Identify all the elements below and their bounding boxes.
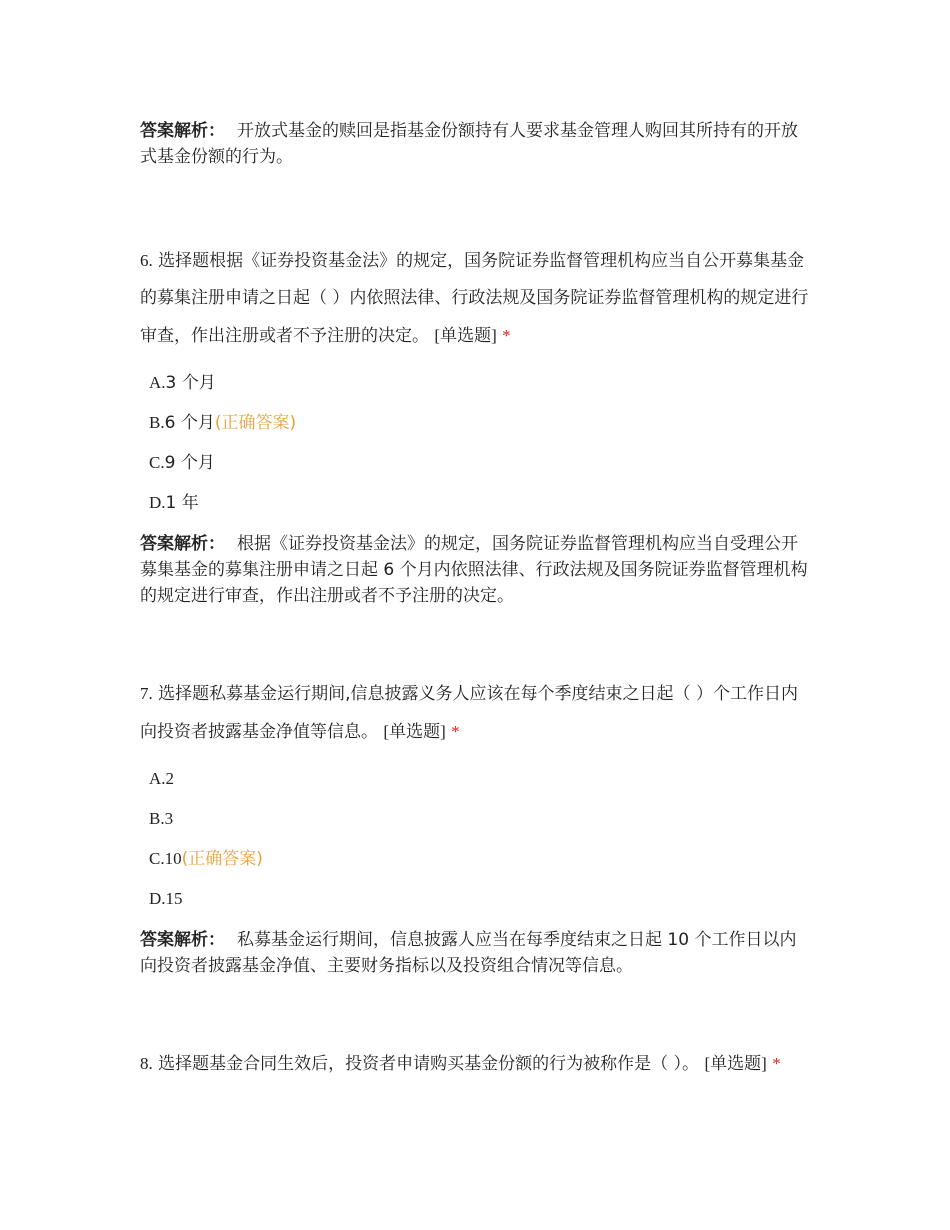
correct-answer-marker: (正确答案) (214, 413, 297, 433)
option-text: 10 (164, 849, 182, 868)
question-type-tag: [单选题] (383, 722, 446, 741)
option-c[interactable] (149, 839, 812, 879)
option-text: 9 个月 (164, 453, 215, 473)
required-marker: * (451, 722, 460, 741)
option-d[interactable] (149, 879, 812, 919)
question-8 (140, 1045, 812, 1083)
answer-analysis (140, 927, 812, 979)
option-letter: D. (149, 493, 166, 512)
option-text: 1 年 (165, 493, 199, 513)
option-text: 3 个月 (165, 373, 216, 393)
correct-answer-marker: (正确答案) (181, 849, 263, 869)
question-stem: 选择题基金合同生效后，投资者申请购买基金份额的行为被称作是（ ）。 (158, 1054, 700, 1074)
option-letter: C. (149, 849, 165, 868)
option-a[interactable] (149, 759, 812, 799)
question-list (140, 118, 812, 1083)
analysis-text: 根据《证券投资基金法》的规定，国务院证券监督管理机构应当自受理公开募集基金的募集注册申请之日起 6 个月内依照法律、行政法规及国务院证券监督管理机构的规定进行审查，作出注册或者不予注册的决定。 (140, 534, 808, 606)
question-6 (140, 242, 812, 609)
option-list (149, 363, 812, 523)
option-text: 15 (165, 889, 183, 908)
question-text (140, 242, 812, 355)
required-marker: * (772, 1054, 781, 1073)
option-text: 3 (164, 809, 174, 828)
option-letter: A. (149, 373, 166, 392)
option-a[interactable] (149, 363, 812, 403)
question-number: 7. (140, 684, 153, 703)
option-text: 2 (165, 769, 175, 788)
option-d[interactable] (149, 483, 812, 523)
option-letter: B. (149, 413, 165, 432)
question-7 (140, 675, 812, 979)
analysis-label: 答案解析： (140, 930, 225, 950)
option-letter: C. (149, 453, 165, 472)
option-list (149, 759, 812, 919)
option-b[interactable] (149, 403, 812, 443)
analysis-text: 私募基金运行期间，信息披露人应当在每季度结束之日起 10 个工作日以内向投资者披露基金净值、主要财务指标以及投资组合情况等信息。 (140, 930, 797, 976)
question-type-tag: [单选题] (434, 326, 497, 345)
question-number: 6. (140, 251, 153, 270)
answer-analysis (140, 118, 812, 170)
question-stem: 选择题私募基金运行期间,信息披露义务人应该在每个季度结束之日起（ ）个工作日内向投资者披露基金净值等信息。 (140, 684, 798, 742)
option-c[interactable] (149, 443, 812, 483)
required-marker: * (502, 326, 511, 345)
answer-analysis (140, 531, 812, 609)
question-text (140, 1045, 812, 1083)
question-text (140, 675, 812, 751)
analysis-label: 答案解析： (140, 534, 225, 554)
option-letter: B. (149, 809, 165, 828)
analysis-text: 开放式基金的赎回是指基金份额持有人要求基金管理人购回其所持有的开放式基金份额的行为。 (140, 121, 798, 167)
option-b[interactable] (149, 799, 812, 839)
question-stem: 选择题根据《证券投资基金法》的规定，国务院证券监督管理机构应当自公开募集基金的募集注册申请之日起（ ）内依照法律、行政法规及国务院证券监督管理机构的规定进行审查，作出注册或者不予注册的决定。 (140, 251, 809, 346)
analysis-label: 答案解析： (140, 121, 225, 141)
question-type-tag: [单选题] (704, 1054, 767, 1073)
option-letter: A. (149, 769, 166, 788)
option-text: 6 个月 (164, 413, 215, 433)
option-letter: D. (149, 889, 166, 908)
question-number: 8. (140, 1054, 153, 1073)
